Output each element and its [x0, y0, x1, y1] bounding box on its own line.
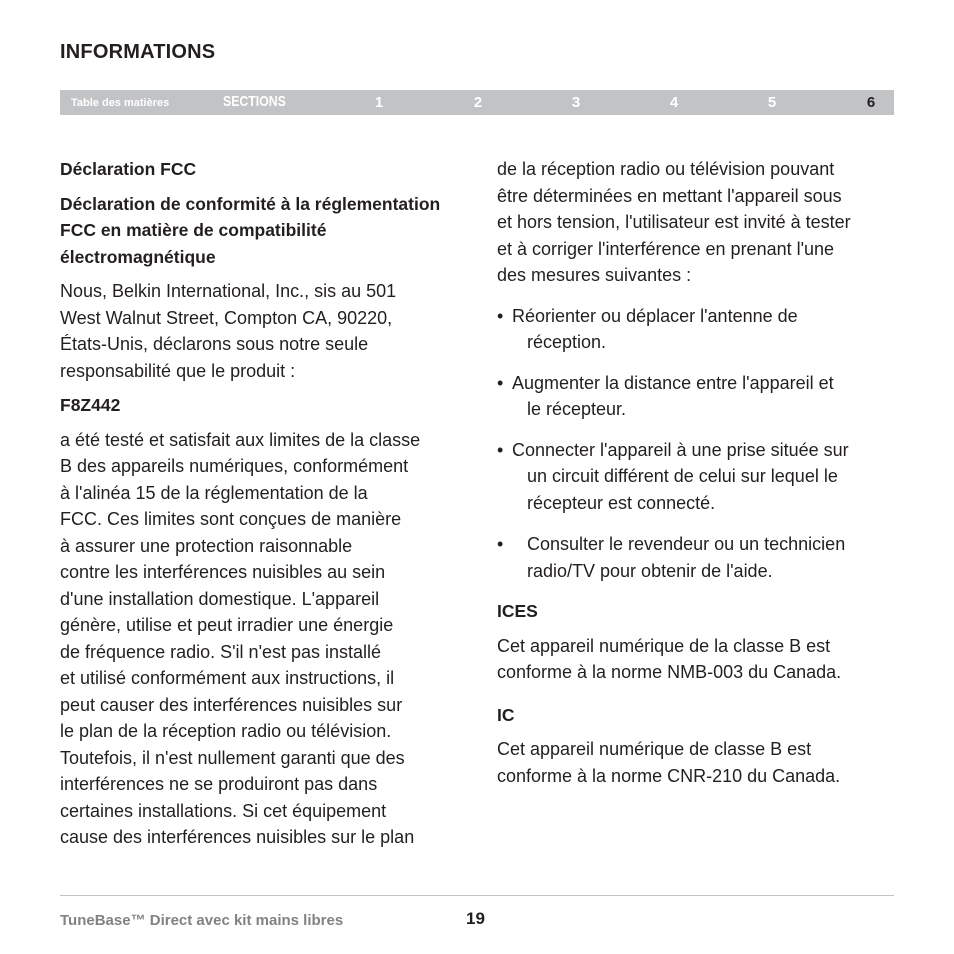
bullet-mark: • — [497, 439, 504, 460]
ices-heading: ICES — [497, 601, 538, 621]
bullet-item — [497, 370, 897, 423]
footer-divider — [60, 895, 894, 896]
bullet-item — [497, 531, 897, 584]
fcc-heading: Déclaration FCC — [60, 159, 197, 179]
body-line: d'une installation domestique. L'appareil — [60, 588, 380, 609]
bullet-line: récepteur est connecté. — [527, 492, 716, 513]
ic-line: Cet appareil numérique de classe B est — [497, 739, 812, 759]
bullet-mark: • — [497, 372, 504, 393]
body-line: certaines installations. Si cet équipement — [60, 800, 387, 821]
section-nav-bar — [60, 90, 894, 115]
bullet-line: Connecter l'appareil à une prise située sur — [512, 439, 849, 460]
intro-line: West Walnut Street, Compton CA, 90220, — [60, 307, 393, 328]
body-line: FCC. Ces limites sont conçues de manière — [60, 509, 402, 529]
continuation-paragraph — [497, 156, 897, 289]
body-paragraph — [60, 427, 470, 851]
left-column — [60, 156, 470, 851]
bullet-line: radio/TV pour obtenir de l'aide. — [527, 560, 773, 581]
ices-line: conforme à la norme NMB-003 du Canada. — [497, 662, 842, 682]
bullet-line: Consulter le revendeur ou un technicien — [527, 534, 846, 554]
continuation-line: et à corriger l'interférence en prenant l'une — [497, 238, 835, 259]
body-line: Toutefois, il n'est nullement garanti que des — [60, 747, 405, 768]
intro-line: responsabilité que le produit : — [60, 360, 296, 381]
nav-section-5-link[interactable]: 5 — [767, 94, 777, 111]
body-line: de fréquence radio. S'il n'est pas installé — [60, 641, 382, 662]
body-line: interférences ne se produiront pas dans — [60, 774, 378, 794]
body-line: peut causer des interférences nuisibles sur — [60, 694, 403, 715]
bullet-line: réception. — [527, 332, 607, 352]
continuation-line: de la réception radio ou télévision pouvant — [497, 159, 835, 179]
continuation-line: et hors tension, l'utilisateur est invité à tester — [497, 212, 851, 232]
conformity-heading: Déclaration de conformité à la réglementation FCC en matière de compatibilité électromagnétique — [60, 193, 441, 267]
footer-product-name: TuneBase™ Direct avec kit mains libres — [60, 912, 344, 929]
ic-paragraph — [497, 736, 897, 789]
nav-sections-label: SECTIONS — [223, 93, 286, 110]
body-line: à assurer une protection raisonnable — [60, 535, 353, 556]
body-line: génère, utilise et peut irradier une énergie — [60, 615, 394, 635]
nav-section-6-link-active[interactable]: 6 — [866, 94, 876, 111]
right-column — [497, 156, 897, 789]
nav-section-3-link[interactable]: 3 — [571, 94, 581, 111]
bullet-line: Réorienter ou déplacer l'antenne de — [512, 305, 798, 326]
continuation-line: être déterminées en mettant l'appareil sous — [497, 185, 842, 206]
body-line: B des appareils numériques, conformément — [60, 456, 409, 476]
nav-table-of-contents-link[interactable]: Table des matières — [71, 97, 170, 109]
nav-section-4-link[interactable]: 4 — [669, 94, 679, 111]
bullet-line: un circuit différent de celui sur lequel le — [527, 466, 838, 486]
body-line: à l'alinéa 15 de la réglementation de la — [60, 482, 368, 503]
body-line: le plan de la réception radio ou télévision. — [60, 721, 392, 741]
intro-line: États-Unis, déclarons sous notre seule — [60, 334, 369, 354]
intro-paragraph — [60, 278, 470, 384]
product-code: F8Z442 — [60, 395, 121, 415]
bullet-line: le récepteur. — [527, 399, 627, 419]
nav-section-2-link[interactable]: 2 — [473, 94, 483, 111]
body-line: a été testé et satisfait aux limites de la classe — [60, 429, 421, 450]
ic-heading: IC — [497, 704, 515, 725]
body-line: cause des interférences nuisibles sur le plan — [60, 827, 415, 847]
bullet-item — [497, 437, 897, 517]
ices-line: Cet appareil numérique de la classe B est — [497, 635, 831, 656]
page-title: INFORMATIONS — [60, 41, 216, 63]
body-line: et utilisé conformément aux instructions, il — [60, 668, 395, 688]
footer-page-number: 19 — [466, 909, 485, 928]
bullet-mark: • — [497, 305, 504, 326]
body-line: contre les interférences nuisibles au sein — [60, 562, 386, 582]
ic-line: conforme à la norme CNR-210 du Canada. — [497, 765, 841, 786]
bullet-mark: • — [497, 534, 504, 554]
continuation-line: des mesures suivantes : — [497, 265, 692, 285]
bullet-item — [497, 303, 897, 356]
intro-line: Nous, Belkin International, Inc., sis au 501 — [60, 281, 397, 301]
ices-paragraph — [497, 633, 897, 686]
bullet-line: Augmenter la distance entre l'appareil et — [512, 372, 834, 393]
nav-section-1-link[interactable]: 1 — [374, 94, 384, 111]
